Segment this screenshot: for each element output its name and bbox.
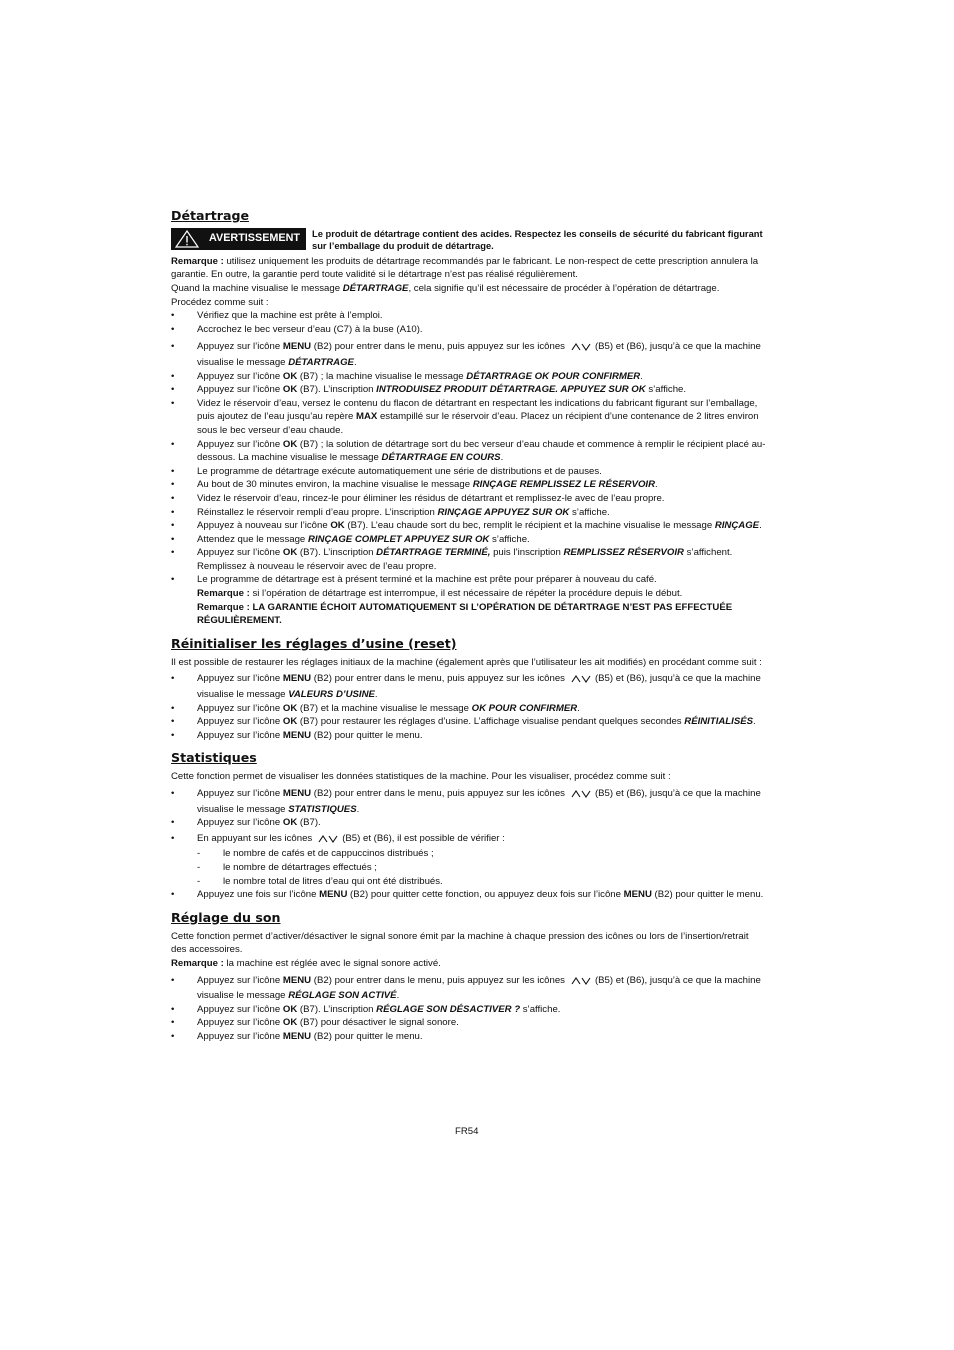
warning-badge <box>171 228 306 250</box>
list-item: • Attendez que le message RINÇAGE COMPLET APPUYEZ SUR OK s’affiche. <box>171 533 766 547</box>
list-item: • Le programme de détartrage exécute automatiquement une série de distributions et de pauses. <box>171 465 766 479</box>
sub-list-item: - le nombre total de litres d’eau qui ont été distribués. <box>171 875 766 889</box>
page-number: FR54 <box>455 1126 479 1137</box>
up-down-arrows-icon <box>571 789 591 803</box>
up-down-arrows-icon <box>571 976 591 990</box>
list-item: • Appuyez sur l’icône OK (B7) pour désactiver le signal sonore. <box>171 1016 766 1030</box>
list-item: • Appuyez sur l’icône OK (B7) et la machine visualise le message OK POUR CONFIRMER. <box>171 702 766 716</box>
list-item: • Au bout de 30 minutes environ, la machine visualise le message RINÇAGE REMPLISSEZ LE RÉSERVOIR. <box>171 478 766 492</box>
list-item: • Appuyez à nouveau sur l’icône OK (B7). L’eau chaude sort du bec, remplit le récipient et la machine visualise le message RINÇAGE. <box>171 519 766 533</box>
stats-steps <box>171 787 766 902</box>
stats-intro: Cette fonction permet de visualiser les données statistiques de la machine. Pour les visualiser, procédez comme suit : <box>171 771 671 783</box>
list-item: • Appuyez sur l’icône MENU (B2) pour quitter le menu. <box>171 729 766 743</box>
up-down-arrows-icon <box>318 834 338 848</box>
list-item: • Appuyez une fois sur l’icône MENU (B2) pour quitter cette fonction, ou appuyez deux fois sur l’icône MENU (B2) pour quitter le menu. <box>171 888 766 902</box>
list-item: • Appuyez sur l’icône OK (B7) ; la machine visualise le message DÉTARTRAGE OK POUR CONFIRMER. <box>171 370 766 384</box>
list-item: • Appuyez sur l’icône MENU (B2) pour entrer dans le menu, puis appuyez sur les icônes (B5) et (B6), jusqu’à ce que la machine visualise le message VALEURS D’USINE. <box>171 672 766 701</box>
list-item: • En appuyant sur les icônes (B5) et (B6), il est possible de vérifier : <box>171 832 766 848</box>
intro: Quand la machine visualise le message DÉTARTRAGE, cela signifie qu’il est nécessaire de procéder à l’opération de détartrage. <box>171 283 720 294</box>
list-item: • Appuyez sur l’icône OK (B7) ; la solution de détartrage sort du bec verseur d’eau chaude et commence à remplir le récipient placé au-dessous. La machine visualise le message DÉTARTRAGE EN COURS. <box>171 438 766 465</box>
descaling-steps <box>171 309 766 628</box>
warning-label: AVERTISSEMENT <box>209 232 300 245</box>
sub-list-item: - le nombre de cafés et de cappuccinos distribués ; <box>171 847 766 861</box>
reset-intro: Il est possible de restaurer les réglages initiaux de la machine (également après que l’utilisateur les ait modifiés) en procédant comme suit : <box>171 656 762 668</box>
page-content <box>171 208 766 1044</box>
list-item: • Videz le réservoir d’eau, versez le contenu du flacon de détartrant en respectant les indications du fabricant figurant sur l’emballage, puis ajoutez de l’eau jusqu’au repère MAX estampillé sur le réservoir d’eau. Placez un récipient d’une contenance de 2 litres environ sous le bec verseur d’eau chaude. <box>171 397 766 438</box>
sound-steps <box>171 974 766 1044</box>
list-item: • Appuyez sur l’icône OK (B7). L’inscription DÉTARTRAGE TERMINÉ, puis l’inscription REMPLISSEZ RÉSERVOIR s’affichent. Remplissez à nouveau le réservoir avec de l’eau propre. <box>171 546 766 573</box>
section-title-reset: Réinitialiser les réglages d’usine (reset) <box>171 635 457 651</box>
section-title-sound: Réglage du son <box>171 909 281 925</box>
section-title-descaling: Détartrage <box>171 208 250 223</box>
sound-note: Remarque : la machine est réglée avec le signal sonore activé. <box>171 957 441 969</box>
warning-text: Le produit de détartrage contient des acides. Respectez les conseils de sécurité du fabricant figurant sur l’emballage du produit de détartrage. <box>311 228 763 252</box>
list-item: • Appuyez sur l’icône OK (B7). L’inscription INTRODUISEZ PRODUIT DÉTARTRAGE. APPUYEZ SUR OK s’affiche. <box>171 383 766 397</box>
list-item: • Accrochez le bec verseur d’eau (C7) à la buse (A10). <box>171 323 766 337</box>
warning-triangle-icon <box>175 230 199 248</box>
up-down-arrows-icon <box>571 342 591 356</box>
note: Remarque : utilisez uniquement les produits de détartrage recommandés par le fabricant. Le non-respect de cette prescription annulera la garantie. En outre, la garantie perd toute validité si le détartrage n’est pas réalisé régulièrement. <box>171 255 759 281</box>
list-item: • Appuyez sur l’icône OK (B7) pour restaurer les réglages d’usine. L’affichage visualise pendant quelques secondes RÉINITIALISÉS. <box>171 715 766 729</box>
reset-steps <box>171 672 766 742</box>
sound-intro: Cette fonction permet d’activer/désactiver le signal sonore émit par la machine à chaque pression des icônes ou lors de l’insertion/retrait des accessoires. <box>171 930 749 956</box>
list-item: • Appuyez sur l’icône OK (B7). L’inscription RÉGLAGE SON DÉSACTIVER ? s’affiche. <box>171 1003 766 1017</box>
section-title-statistics: Statistiques <box>171 750 257 766</box>
list-item: • Appuyez sur l’icône OK (B7). <box>171 816 766 830</box>
list-item: • Appuyez sur l’icône MENU (B2) pour entrer dans le menu, puis appuyez sur les icônes (B5) et (B6), jusqu’à ce que la machine visualise le message DÉTARTRAGE. <box>171 340 766 369</box>
warning-block <box>171 228 766 253</box>
list-item: • Appuyez sur l’icône MENU (B2) pour entrer dans le menu, puis appuyez sur les icônes (B5) et (B6), jusqu’à ce que la machine visualise le message RÉGLAGE SON ACTIVÉ. <box>171 974 766 1003</box>
up-down-arrows-icon <box>571 674 591 688</box>
intro-procedure: Procédez comme suit : <box>171 296 269 308</box>
list-item: • Réinstallez le réservoir rempli d’eau propre. L’inscription RINÇAGE APPUYEZ SUR OK s’affiche. <box>171 506 766 520</box>
list-item: • Appuyez sur l’icône MENU (B2) pour quitter le menu. <box>171 1030 766 1044</box>
list-item: • Appuyez sur l’icône MENU (B2) pour entrer dans le menu, puis appuyez sur les icônes (B5) et (B6), jusqu’à ce que la machine visualise le message STATISTIQUES. <box>171 787 766 816</box>
list-item: • Videz le réservoir d’eau, rincez-le pour éliminer les résidus de détartrant et remplissez-le avec de l’eau propre. <box>171 492 766 506</box>
list-item: • Le programme de détartrage est à présent terminé et la machine est prête pour préparer à nouveau du café. Remarque : si l’opération de détartrage est interrompue, il est nécessaire de répéter la procédure depuis le début. Remarque : LA GARANTIE ÉCHOIT AUTOMATIQUEMENT SI L’OPÉRATION DE DÉTARTRAGE N’EST PAS EFFECTUÉE RÉGULIÈREMENT. <box>171 573 766 627</box>
list-item: • Vérifiez que la machine est prête à l’emploi. <box>171 309 766 323</box>
sub-list-item: - le nombre de détartrages effectués ; <box>171 861 766 875</box>
